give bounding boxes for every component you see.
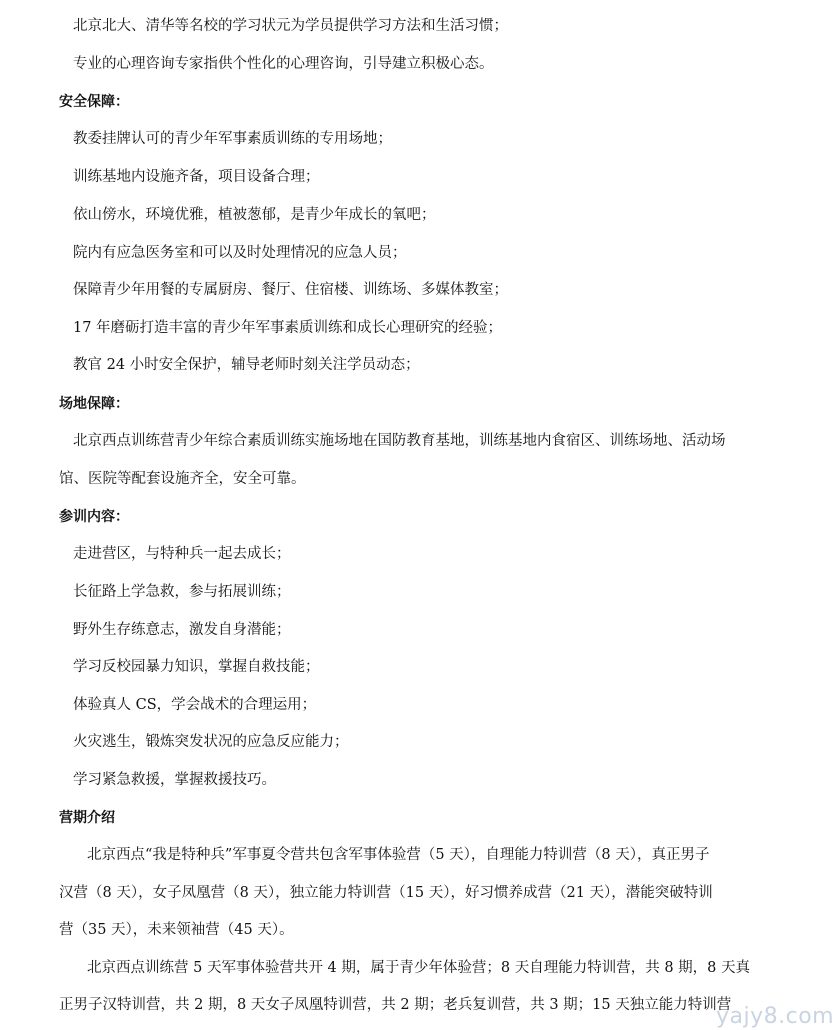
safety-heading: 安全保障： [59,94,129,110]
venue-heading: 场地保障： [59,396,129,412]
venue-paragraph-line: 馆、医院等配套设施齐全，安全可靠。 [59,471,306,487]
safety-item: 教官 24 小时安全保护，辅导老师时刻关注学员动态； [73,357,420,373]
content-item: 学习反校园暴力知识，掌握自救技能； [73,659,320,675]
site-watermark: yajy8.com [716,1004,834,1029]
content-item: 火灾逃生，锻炼突发状况的应急反应能力； [73,734,349,750]
periods-paragraph-line: 汉营（8 天），女子凤凰营（8 天），独立能力特训营（15 天），好习惯养成营（21 天），潜能突破特训 [59,885,713,901]
periods-paragraph-line: 北京西点训练营 5 天军事体验营共开 4 期，属于青少年体验营；8 天自理能力特训营，共 8 期，8 天真 [87,960,750,976]
content-item: 体验真人 CS，学会战术的合理运用； [73,697,317,713]
content-item: 长征路上学急救，参与拓展训练； [73,584,291,600]
safety-item: 训练基地内设施齐备，项目设备合理； [73,169,320,185]
safety-item: 17 年磨砺打造丰富的青少年军事素质训练和成长心理研究的经验； [73,320,503,336]
content-item: 学习紧急救援，掌握救援技巧。 [73,772,276,788]
intro-item: 北京北大、清华等名校的学习状元为学员提供学习方法和生活习惯； [73,18,508,34]
content-item: 走进营区，与特种兵一起去成长； [73,546,291,562]
venue-paragraph-line: 北京西点训练营青少年综合素质训练实施场地在国防教育基地，训练基地内食宿区、训练场地、活动场 [73,433,726,449]
safety-item: 教委挂牌认可的青少年军事素质训练的专用场地； [73,131,392,147]
periods-paragraph-line: 北京西点“我是特种兵”军事夏令营共包含军事体验营（5 天），自理能力特训营（8 天），真正男子 [87,847,710,863]
intro-item: 专业的心理咨询专家指供个性化的心理咨询，引导建立积极心态。 [73,56,494,72]
periods-paragraph-line: 营（35 天），未来领袖营（45 天）。 [59,922,294,938]
safety-item: 保障青少年用餐的专属厨房、餐厅、住宿楼、训练场、多媒体教室； [73,282,508,298]
periods-heading: 营期介绍 [59,810,115,826]
periods-paragraph-line: 正男子汉特训营，共 2 期，8 天女子凤凰特训营，共 2 期；老兵复训营，共 3 期；15 天独立能力特训营 [59,997,732,1013]
safety-item: 依山傍水，环境优雅，植被葱郁，是青少年成长的氧吧； [73,207,436,223]
content-item: 野外生存练意志，激发自身潜能； [73,622,291,638]
safety-item: 院内有应急医务室和可以及时处理情况的应急人员； [73,245,407,261]
content-heading: 参训内容： [59,509,129,525]
